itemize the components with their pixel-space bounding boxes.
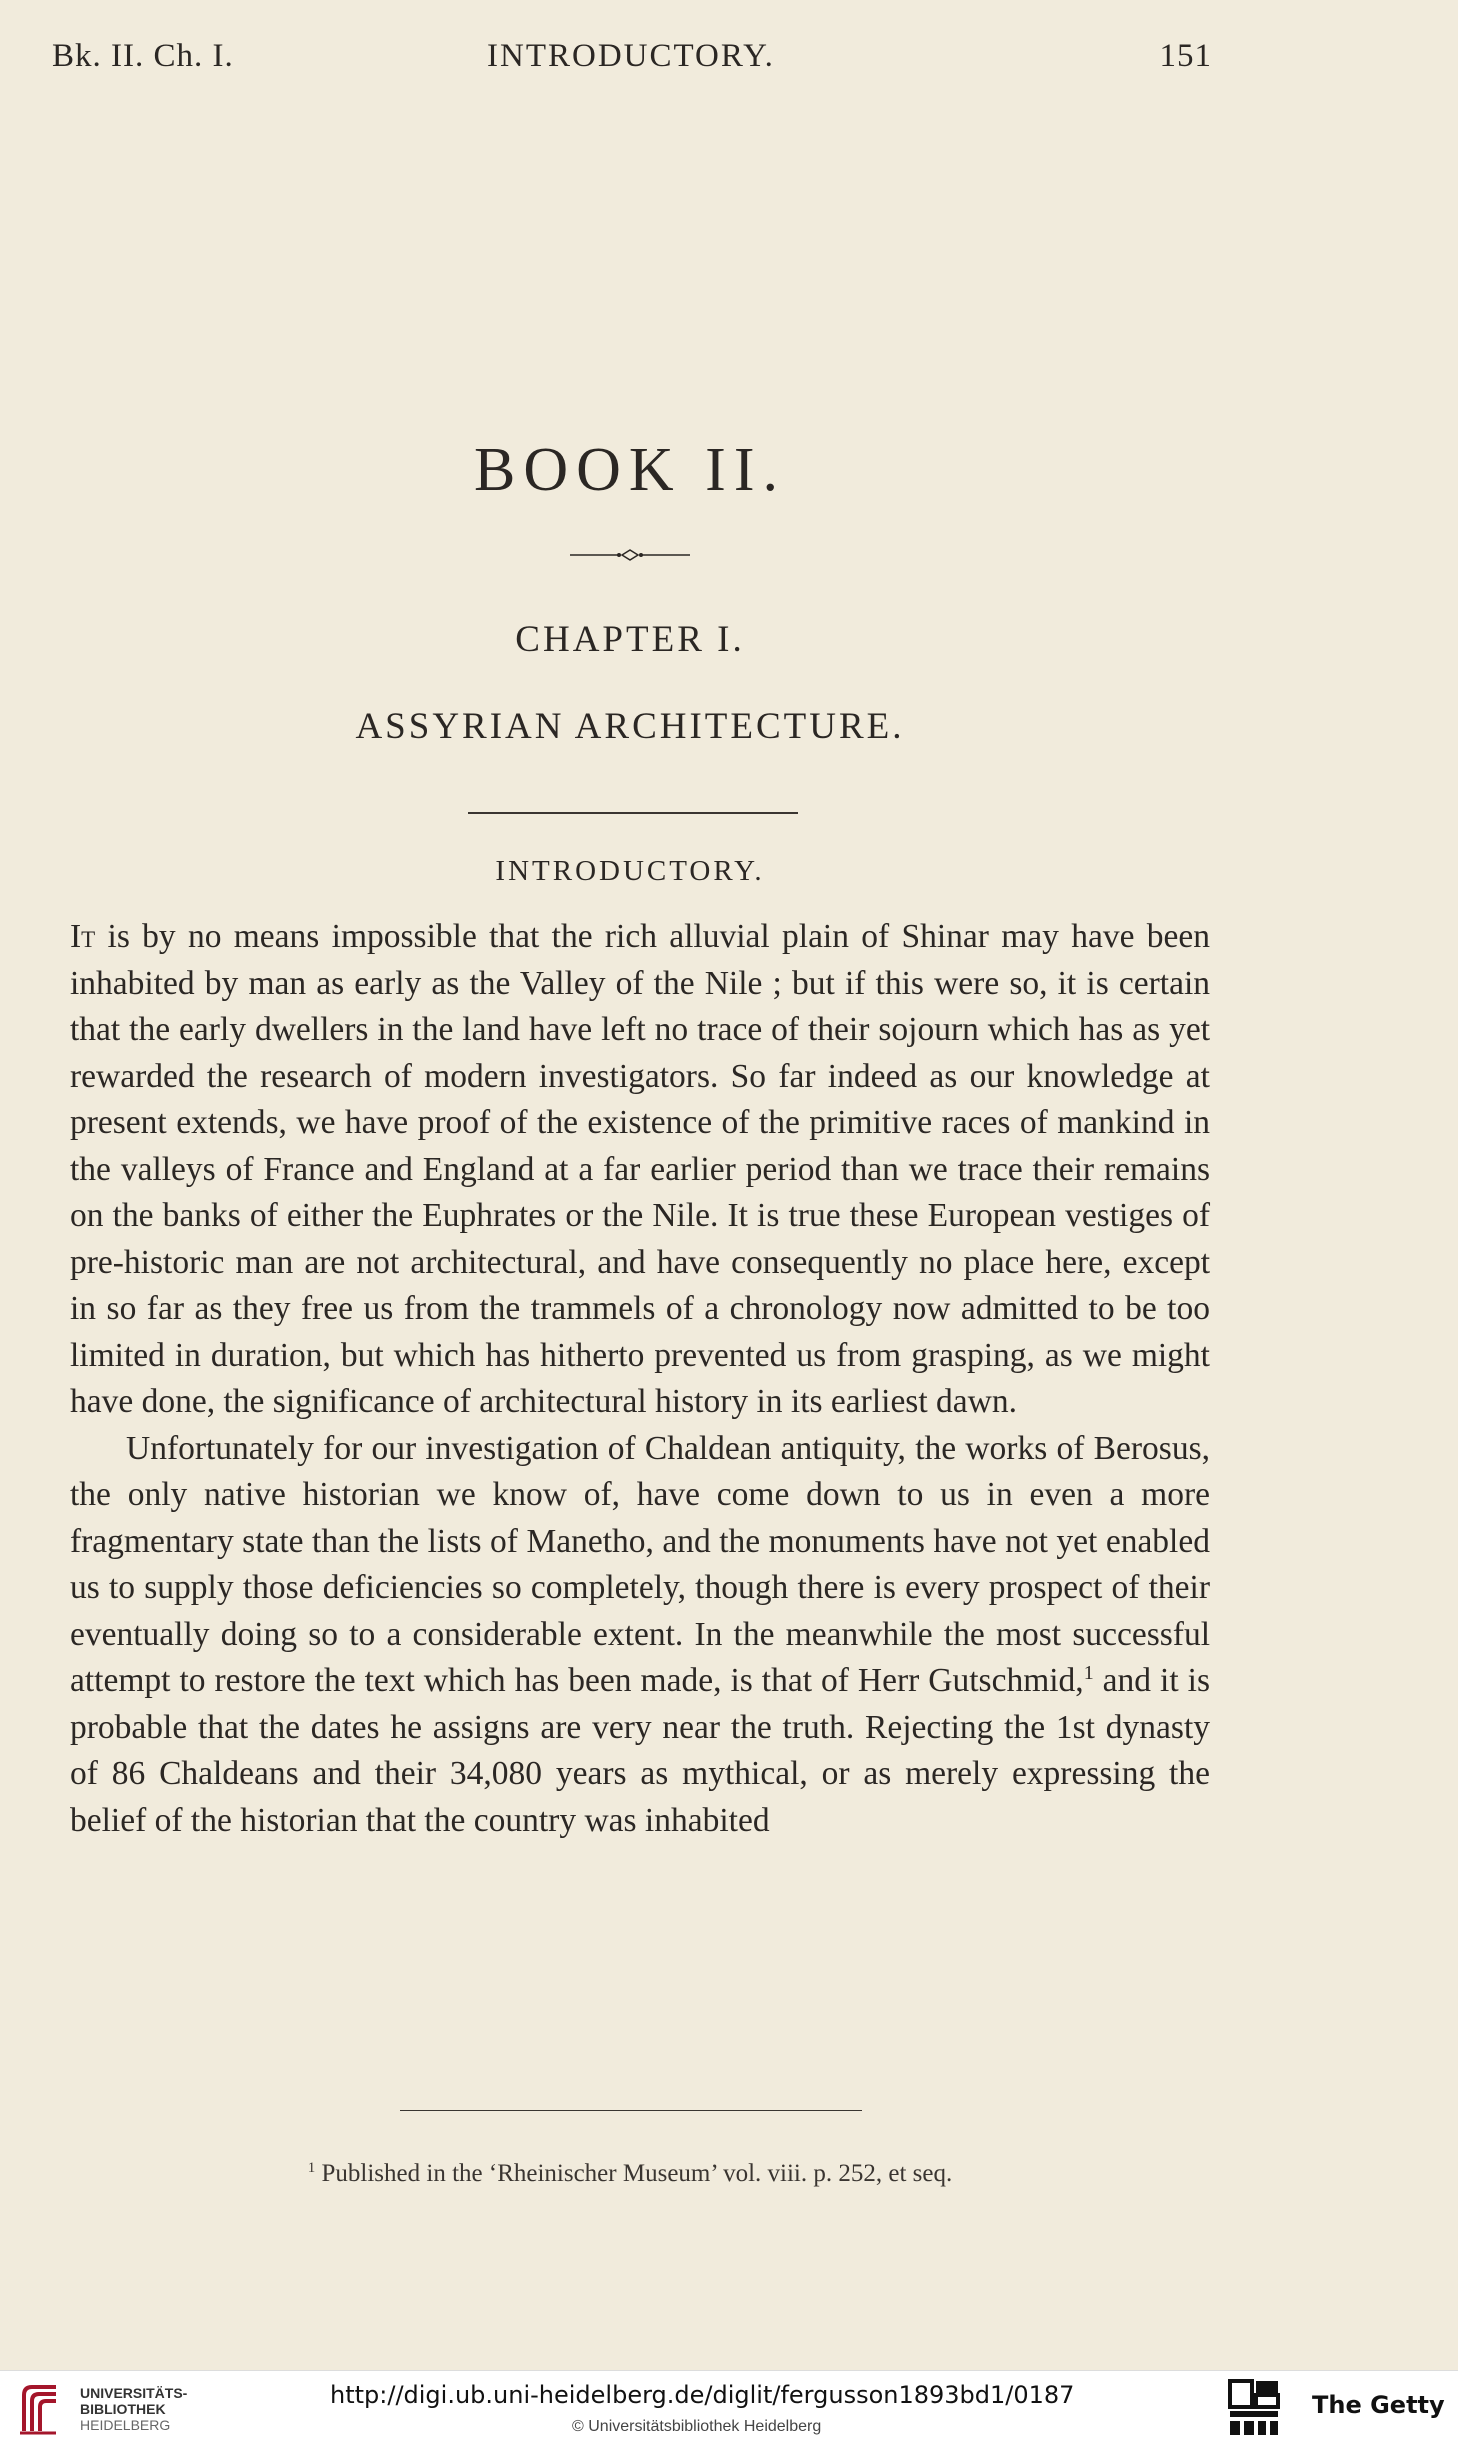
running-head xyxy=(52,38,1212,88)
book-title: BOOK II. xyxy=(474,436,786,504)
library-name xyxy=(80,2385,187,2433)
title-rule xyxy=(468,812,798,814)
paragraph-lead-word: It xyxy=(70,918,96,955)
getty-name: The Getty xyxy=(1312,2391,1445,2419)
running-head-center: INTRODUCTORY. xyxy=(487,38,775,74)
paragraph-1-text: is by no means impossible that the rich alluvial plain of Shinar may have been inhabited by man as early as the Valley of the Nile ; but if this were so, it is certain that the early dwellers in the land have left no trace of their sojourn which has as yet rewarded the research of modern investigators. So far indeed as our knowledge at present extends, we have proof of the existence of the primitive races of mankind in the valleys of France and England at a far earlier period than we trace their remains on the banks of either the Euphrates or the Nile. It is true these European vestiges of pre-historic man are not architectural, and have consequently no place here, except in so far as they free us from the trammels of a chronology now admitted to be too limited in duration, but which has hitherto prevented us from grasping, as we might have done, the significance of architectural history in its earliest dawn. xyxy=(70,918,1210,1420)
paragraph-2-text-a: Unfortunately for our investigation of Chaldean antiquity, the works of Berosus, the only native historian we know of, have come down to us in even a more fragmentary state than the lists of Manetho, and the monuments have not yet enabled us to supply those deficiencies so completely, though there is every prospect of their eventually doing so to a considerable extent. In the meanwhile the most successful attempt to restore the text which has been made, is that of Herr Gutschmid, xyxy=(70,1429,1210,1699)
paragraph-2-text-b: and it is probable that the dates he assigns are very near the truth. Rejecting the 1st dynasty of 86 Chaldeans and their 34,080 years as mythical, or as merely expressing the belief of the historian that the country was inhabited xyxy=(70,1662,1210,1839)
paragraph-1 xyxy=(70,914,1210,1426)
footnote xyxy=(0,2160,1260,2188)
paragraph-2 xyxy=(70,1426,1210,1845)
footnote-mark: 1 xyxy=(307,2160,316,2176)
library-name-line1: UNIVERSITÄTS- xyxy=(80,2385,188,2401)
ornament-divider-icon xyxy=(570,548,690,562)
running-head-left: Bk. II. Ch. I. xyxy=(52,38,234,74)
page-number: 151 xyxy=(1159,38,1212,74)
digitization-banner xyxy=(0,2370,1458,2444)
library-name-line2: BIBLIOTHEK xyxy=(80,2401,166,2417)
section-heading: INTRODUCTORY. xyxy=(495,855,765,887)
body-text xyxy=(70,914,1210,1844)
permalink-url[interactable]: http://digi.ub.uni-heidelberg.de/diglit/fergusson1893bd1/0187 xyxy=(330,2381,1075,2409)
copyright-notice: © Universitätsbibliothek Heidelberg xyxy=(572,2418,822,2435)
ub-heidelberg-logo-icon xyxy=(16,2381,66,2437)
footnote-rule xyxy=(400,2110,862,2111)
footnote-reference[interactable]: 1 xyxy=(1083,1662,1094,1684)
chapter-number: CHAPTER I. xyxy=(515,619,745,660)
library-name-line3: HEIDELBERG xyxy=(80,2417,171,2433)
getty-logo-icon xyxy=(1228,2379,1280,2437)
footnote-text: Published in the ‘Rheinischer Museum’ vol. viii. p. 252, et seq. xyxy=(315,2160,953,2187)
chapter-title: ASSYRIAN ARCHITECTURE. xyxy=(355,706,905,747)
